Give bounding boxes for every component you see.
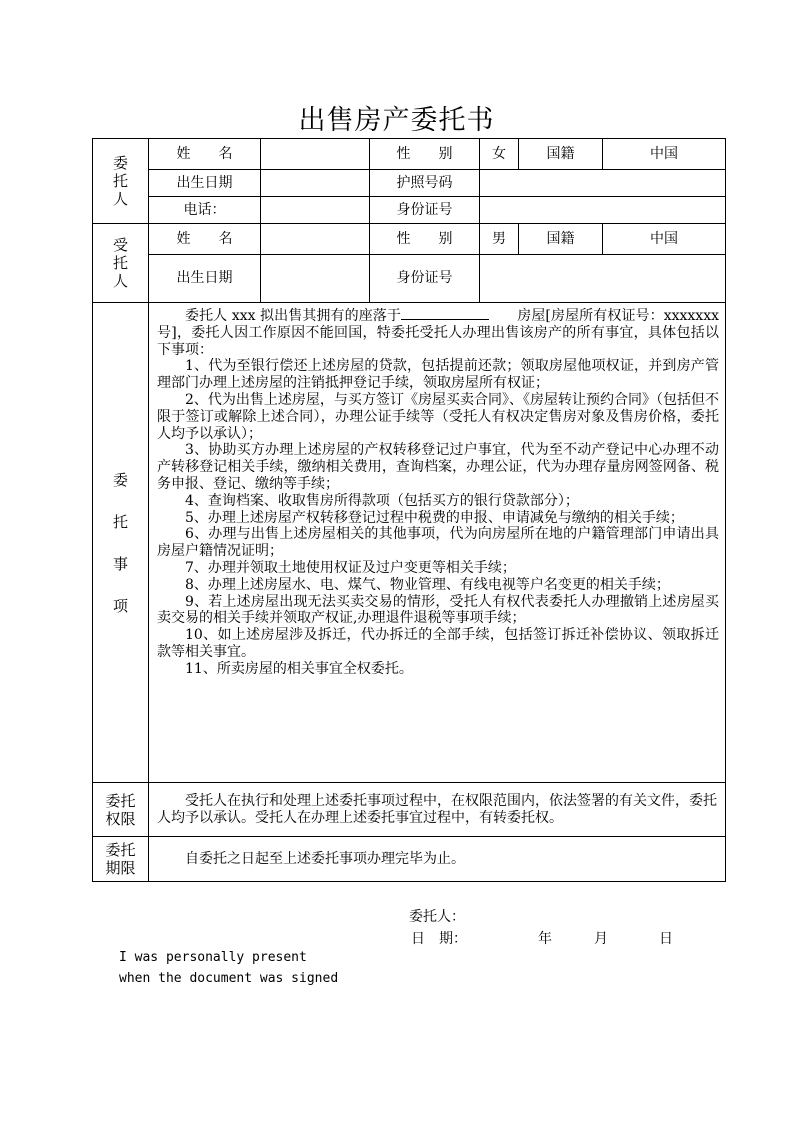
- agent-id-field[interactable]: [480, 255, 726, 303]
- agent-nationality-value[interactable]: 中国: [603, 224, 726, 255]
- term-content: 自委托之日起至上述委托事项办理完毕为止。: [149, 837, 726, 882]
- principal-gender-label: 性 别: [370, 139, 480, 170]
- agent-name-field[interactable]: [261, 224, 370, 255]
- agent-name-label: 姓 名: [149, 224, 261, 255]
- principal-birth-field[interactable]: [261, 170, 370, 197]
- matters-item: 11、所卖房屋的相关事宜全权委托。: [185, 660, 413, 677]
- matters-item: 4、查询档案、收取售房所得款项（包括买方的银行贷款部分）；: [185, 492, 579, 509]
- principal-phone-label: 电话：: [149, 197, 261, 224]
- principal-name-field[interactable]: [261, 139, 370, 170]
- signature-day: 日: [659, 931, 673, 947]
- matters-item: 3、协助买方办理上述房屋的产权转移登记过户事宜，代为至不动产登记中心办理不动产转移登记相关手续，缴纳相关费用，查询档案，办理公证，代为办理存量房网签网备、税务申报、登记、缴纳等手续；: [157, 442, 719, 492]
- location-blank[interactable]: [401, 305, 489, 320]
- matters-intro: 委托人 xxx 拟出售其拥有的座落于 房屋[房屋所有权证号：xxxxxxx 号]，委托人因工作原因不能回国，特委托受托人办理出售该房产的所有事宜，具体包括以下事项：: [157, 305, 719, 358]
- agent-section-label: 受 托 人: [93, 224, 149, 303]
- english-note-line2: when the document was signed: [119, 971, 339, 986]
- matters-section-label: 委 托 事 项: [93, 303, 149, 783]
- principal-phone-field[interactable]: [261, 197, 370, 224]
- matters-item: 7、办理并领取土地使用权证及过户变更等相关手续；: [185, 559, 516, 576]
- term-label: 委托 期限: [93, 837, 149, 882]
- matters-item: 2、代为出售上述房屋，与买方签订《房屋买卖合同》、《房屋转让预约合同》（包括但不限于签订或解除上述合同），办理公证手续等（受托人有权决定售房对象及售房价格，委托人均予以承认）；: [157, 391, 719, 442]
- principal-id-label: 身份证号: [370, 197, 480, 224]
- principal-section-label: 委 托 人: [93, 139, 149, 224]
- matters-item: 1、代为至银行偿还上述房屋的贷款，包括提前还款；领取房屋他项权证，并到房产管理部门办理上述房屋的注销抵押登记手续，领取房屋所有权证；: [157, 358, 719, 392]
- matters-item: 6、办理与出售上述房屋相关的其他事项，代为向房屋所在地的户籍管理部门申请出具房屋户籍情况证明；: [157, 526, 719, 560]
- english-note-line1: I was personally present: [119, 950, 307, 965]
- matters-item: 8、办理上述房屋水、电、煤气、物业管理、有线电视等户名变更的相关手续；: [185, 576, 670, 593]
- principal-gender-value[interactable]: 女: [480, 139, 519, 170]
- principal-id-field[interactable]: [480, 197, 726, 224]
- principal-name-label: 姓 名: [149, 139, 261, 170]
- agent-gender-value[interactable]: 男: [480, 224, 519, 255]
- principal-passport-label: 护照号码: [370, 170, 480, 197]
- signature-year: 年: [538, 931, 552, 947]
- matters-item: 10、如上述房屋涉及拆迁，代办拆迁的全部手续，包括签订拆迁补偿协议、领取拆迁款等相关事宜。: [157, 627, 719, 660]
- authority-content: 受托人在执行和处理上述委托事项过程中，在权限范围内，依法签署的有关文件，委托人均予以承认。受托人在办理上述委托事宜过程中，有转委托权。: [149, 783, 726, 837]
- principal-nationality-value[interactable]: 中国: [603, 139, 726, 170]
- agent-id-label: 身份证号: [370, 255, 480, 303]
- principal-birth-label: 出生日期: [149, 170, 261, 197]
- authority-label: 委托 权限: [93, 783, 149, 837]
- agent-birth-label: 出生日期: [149, 255, 261, 303]
- matters-item: 9、若上述房屋出现无法买卖交易的情形，受托人有权代表委托人办理撤销上述房屋买卖交易的相关手续并领取产权证,办理退件退税等事项手续；: [157, 593, 719, 627]
- principal-nationality-label: 国籍: [519, 139, 603, 170]
- agent-gender-label: 性 别: [370, 224, 480, 255]
- matters-content: [149, 303, 726, 783]
- signature-date-label: 日 期：: [411, 931, 467, 947]
- agent-birth-field[interactable]: [261, 255, 370, 303]
- page-title: 出售房产委托书: [298, 105, 495, 136]
- signature-month: 月: [594, 931, 608, 947]
- principal-passport-field[interactable]: [480, 170, 726, 197]
- signature-principal-label: 委托人：: [409, 909, 465, 925]
- entrust-form-table: [92, 138, 726, 882]
- matters-item: 5、办理上述房屋产权转移登记过程中税费的申报、申请减免与缴纳的相关手续；: [185, 509, 684, 526]
- agent-nationality-label: 国籍: [519, 224, 603, 255]
